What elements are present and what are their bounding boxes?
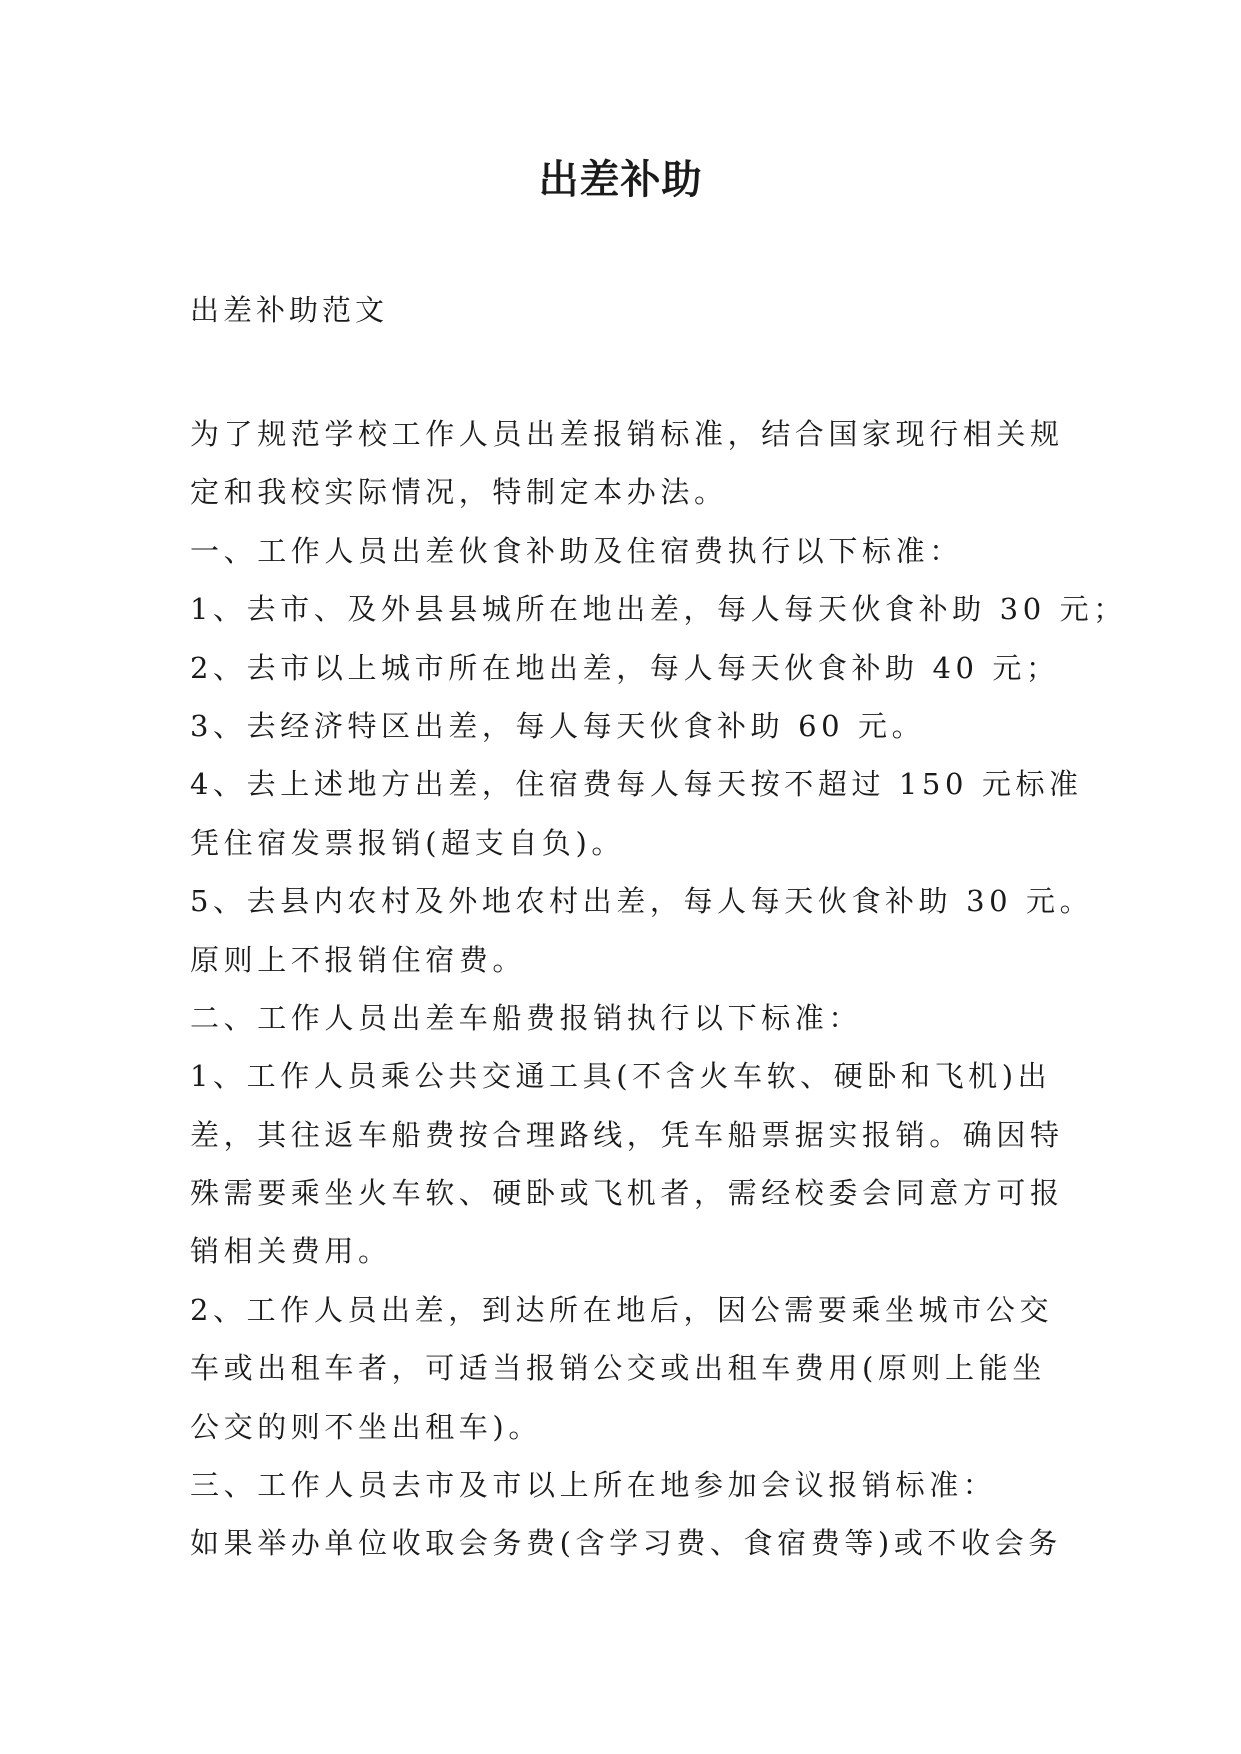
document-subtitle: 出差补助范文 [190,293,389,327]
body-text-line: 为了规范学校工作人员出差报销标准，结合国家现行相关规 [190,417,1064,451]
document-title: 出差补助 [538,157,703,203]
body-text-line: 差，其往返车船费按合理路线，凭车船票据实报销。确因特 [190,1117,1064,1152]
body-text-line: 2、工作人员出差，到达所在地后，因公需要乘坐城市公交 [190,1292,1054,1327]
body-text-line: 二、工作人员出差车船费报销执行以下标准： [190,1000,863,1035]
body-text-line: 销相关费用。 [190,1234,392,1269]
body-text-line: 1、工作人员乘公共交通工具(不含火车软、硬卧和飞机)出 [190,1059,1052,1094]
body-text-line: 原则上不报销住宿费。 [190,942,527,977]
body-text-line: 3、去经济特区出差，每人每天伙食补助 60 元。 [190,708,926,743]
document-body [190,405,1127,1573]
body-text-line: 如果举办单位收取会务费(含学习费、食宿费等)或不收会务 [190,1526,1062,1561]
body-text-line: 2、去市以上城市所在地出差，每人每天伙食补助 40 元； [190,650,1060,685]
body-text-line: 公交的则不坐出租车)。 [190,1409,542,1444]
body-text-line: 三、工作人员去市及市以上所在地参加会议报销标准： [190,1468,997,1503]
body-text-line: 殊需要乘坐火车软、硬卧或飞机者，需经校委会同意方可报 [190,1176,1064,1211]
body-text-line: 4、去上述地方出差，住宿费每人每天按不超过 150 元标准 [190,767,1083,802]
body-text-line: 车或出租车者，可适当报销公交或出租车费用(原则上能坐 [190,1351,1046,1386]
body-text-line: 一、工作人员出差伙食补助及住宿费执行以下标准： [190,533,963,568]
body-text-line: 1、去市、及外县县城所在地出差，每人每天伙食补助 30 元； [190,592,1127,627]
body-text-line: 凭住宿发票报销(超支自负)。 [190,825,626,860]
body-text-line: 5、去县内农村及外地农村出差，每人每天伙食补助 30 元。 [190,884,1094,919]
body-text-line: 定和我校实际情况，特制定本办法。 [190,475,728,510]
